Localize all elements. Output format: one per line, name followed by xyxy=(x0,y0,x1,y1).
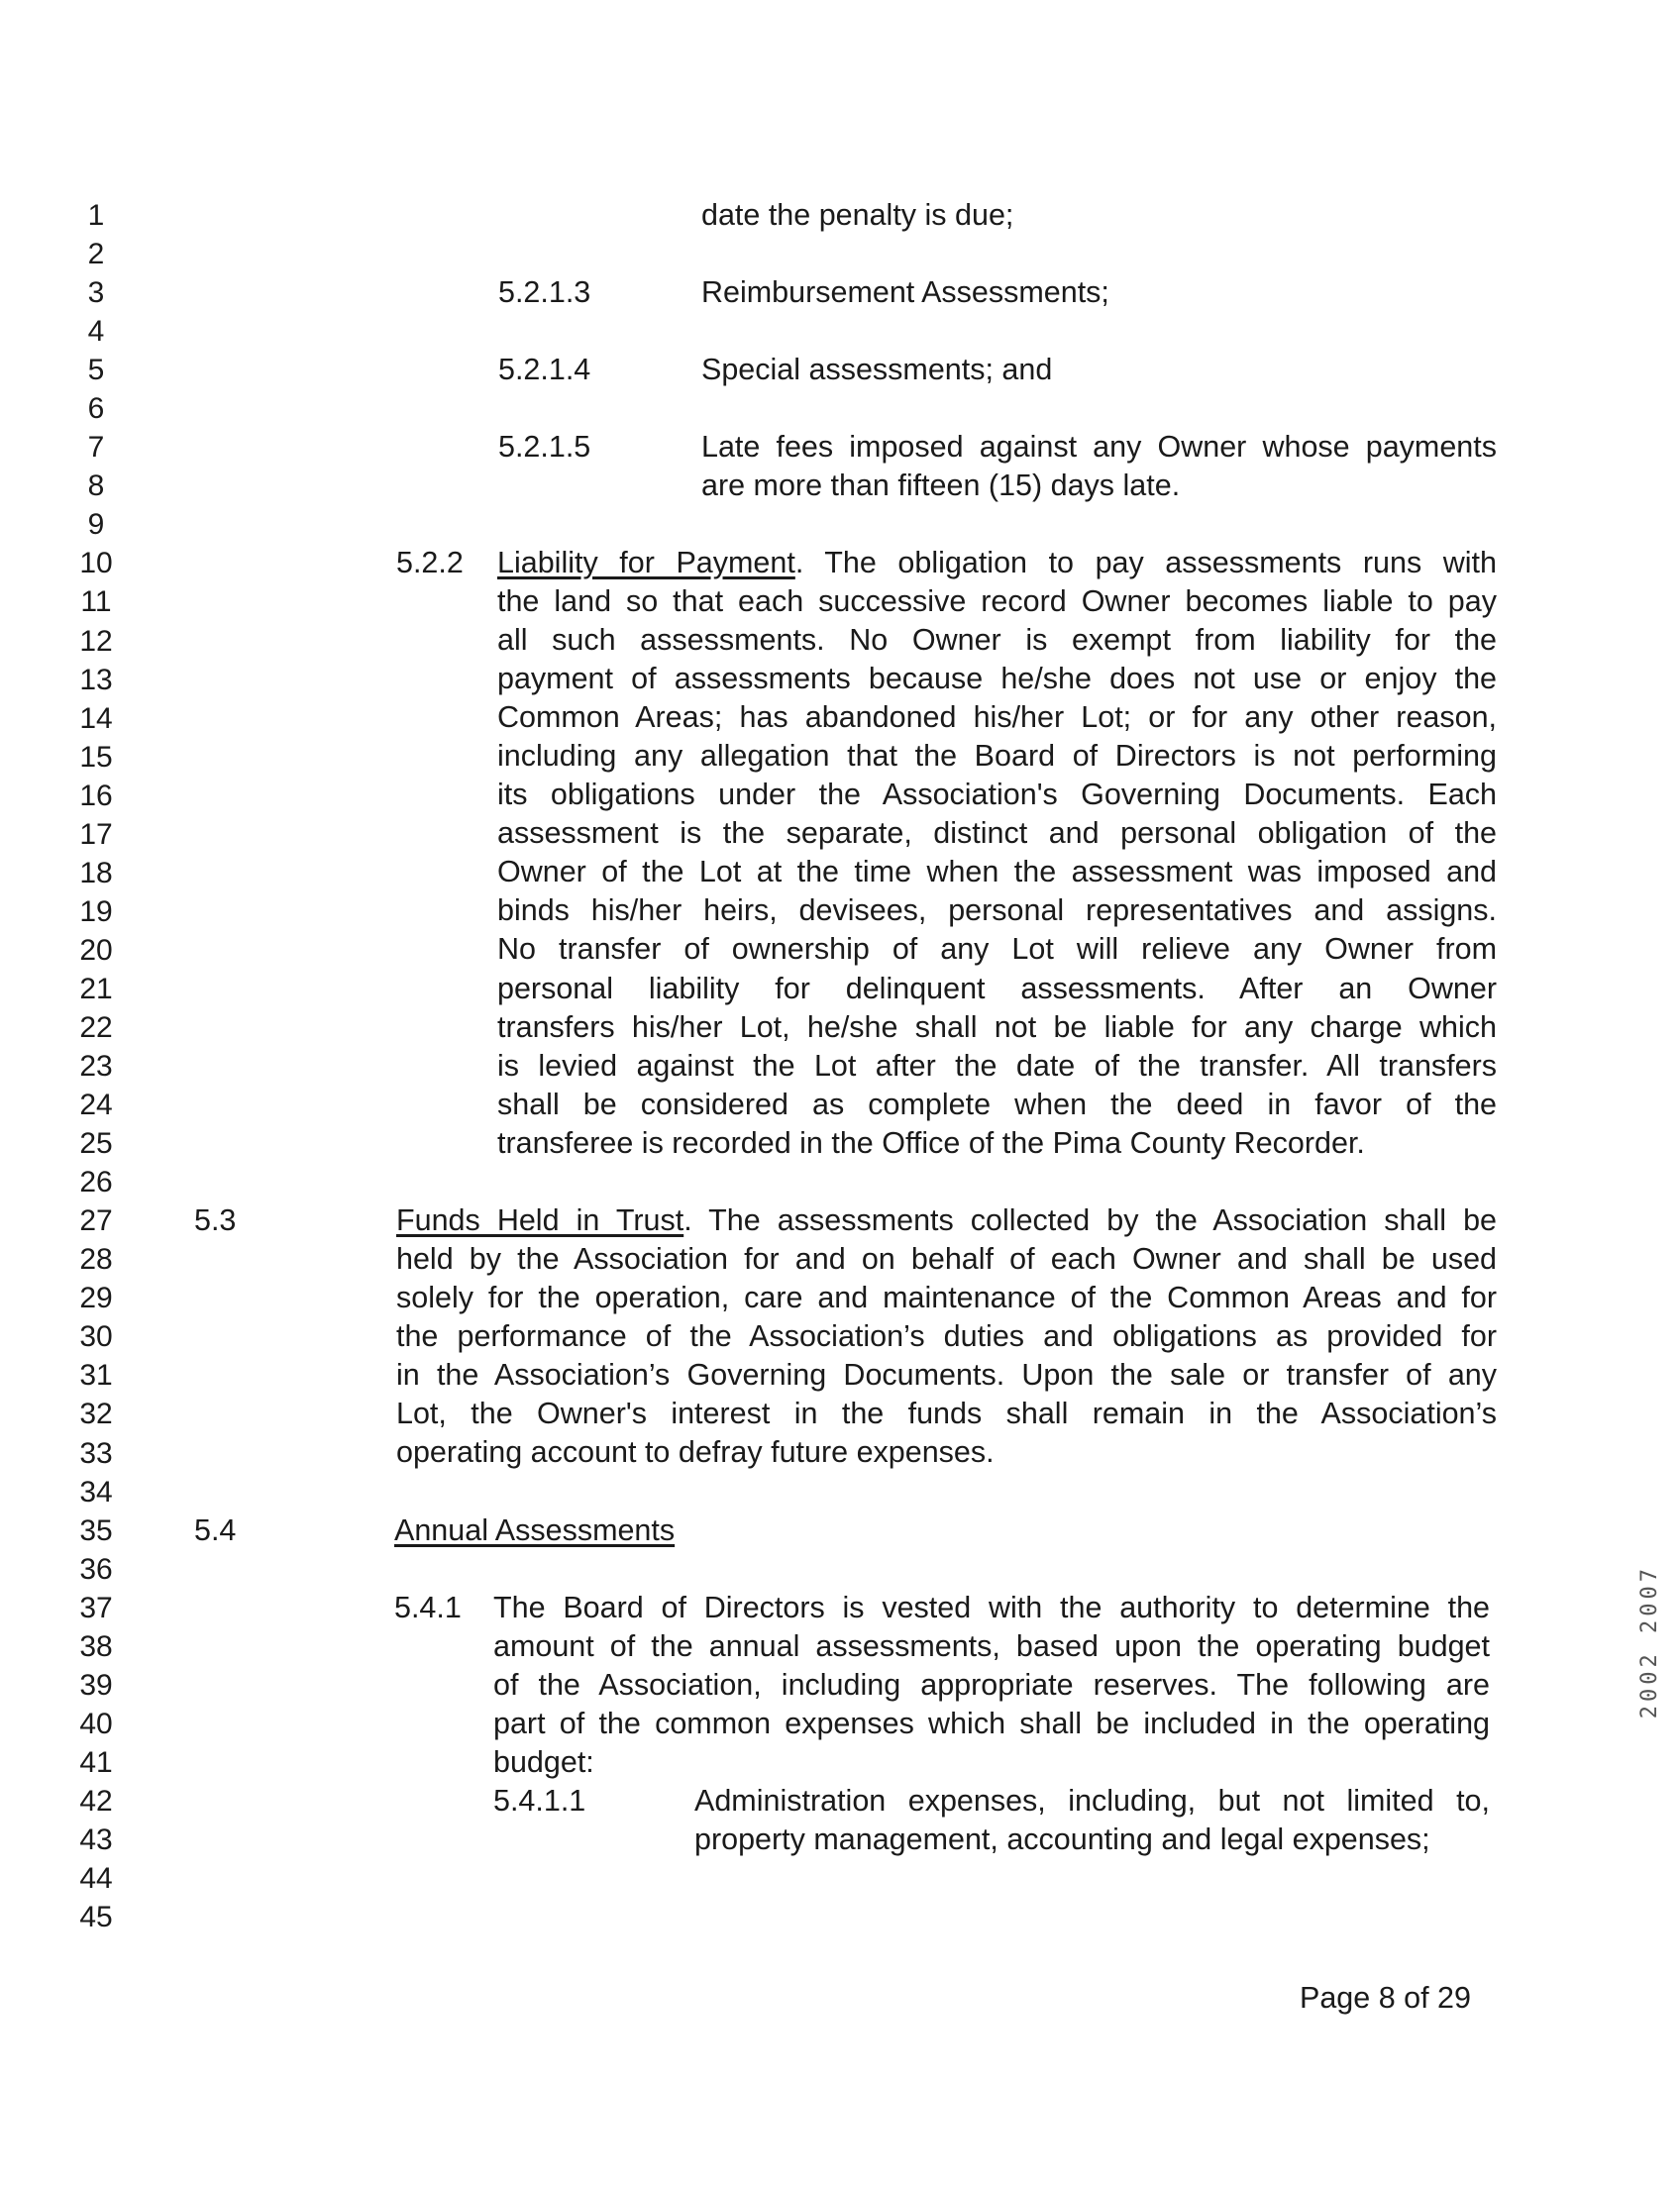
item-text-5-2-1-3: Reimbursement Assessments; xyxy=(701,275,1109,309)
section-number-5-2-2: 5.2.2 xyxy=(396,546,464,579)
text-line: Owner of the Lot at the time when the assessment was imposed and xyxy=(497,855,1497,889)
line-number: 4 xyxy=(87,315,105,349)
line-number: 27 xyxy=(79,1204,113,1238)
section-heading-5-4: Annual Assessments xyxy=(394,1513,676,1547)
text-line: all such assessments. No Owner is exempt from liability for the xyxy=(497,623,1497,658)
text-line: Administration expenses, including, but not limited to, xyxy=(694,1784,1490,1818)
line-number: 17 xyxy=(79,817,113,851)
text-line: amount of the annual assessments, based upon the operating budget xyxy=(493,1629,1490,1664)
line-number: 32 xyxy=(79,1398,113,1431)
section-body-5-3 xyxy=(396,1201,1497,1472)
line-number: 24 xyxy=(79,1089,113,1122)
line-number: 33 xyxy=(79,1436,113,1470)
line-number: 35 xyxy=(79,1513,113,1547)
line-number: 23 xyxy=(79,1050,113,1084)
text-line: No transfer of ownership of any Lot will relieve any Owner from xyxy=(497,932,1497,967)
line-number: 37 xyxy=(79,1591,113,1624)
item-number-5-4-1-1: 5.4.1.1 xyxy=(493,1784,586,1818)
line-number: 42 xyxy=(79,1784,113,1818)
text-line: shall be considered as complete when the deed in favor of the xyxy=(497,1087,1497,1121)
line-number: 25 xyxy=(79,1127,113,1161)
text-line: binds his/her heirs, devisees, personal representatives and assigns. xyxy=(497,893,1497,928)
line-number: 9 xyxy=(87,508,105,542)
text-line: Liability for Payment. The obligation to pay assessments runs with xyxy=(497,546,1497,579)
line-number: 12 xyxy=(79,624,113,658)
recorder-stamp: 2002 2007 xyxy=(1637,1565,1662,1719)
line-number: 13 xyxy=(79,663,113,696)
line-number: 40 xyxy=(79,1707,113,1740)
line-number: 10 xyxy=(79,547,113,580)
line-number: 34 xyxy=(79,1475,113,1509)
line-number: 18 xyxy=(79,856,113,889)
text-line: Funds Held in Trust. The assessments collected by the Association shall be xyxy=(396,1203,1497,1237)
item-text-5-2-1-4: Special assessments; and xyxy=(701,353,1053,386)
text-line: part of the common expenses which shall be included in the operating xyxy=(493,1707,1490,1741)
line-number: 3 xyxy=(87,276,105,310)
line-number-column xyxy=(61,196,131,1936)
item-number-5-2-1-4: 5.2.1.4 xyxy=(498,353,591,386)
line-number: 43 xyxy=(79,1822,113,1856)
text-line: held by the Association for and on behalf of each Owner and shall be used xyxy=(396,1242,1497,1277)
text-line: assessment is the separate, distinct and personal obligation of the xyxy=(497,816,1497,851)
text-line: transfers his/her Lot, he/she shall not be liable for any charge which xyxy=(497,1009,1497,1044)
line-number: 19 xyxy=(79,894,113,928)
text-line: Lot, the Owner's interest in the funds shall remain in the Association’s xyxy=(396,1397,1497,1431)
item-text-5-4-1-1 xyxy=(694,1782,1490,1859)
text-line: The Board of Directors is vested with the authority to determine the xyxy=(493,1591,1490,1624)
text-line: its obligations under the Association's Governing Documents. Each xyxy=(497,778,1497,812)
section-heading-5-3: Funds Held in Trust xyxy=(396,1203,684,1237)
text-line: the performance of the Association’s duties and obligations as provided for xyxy=(396,1319,1497,1354)
item-number-5-2-1-5: 5.2.1.5 xyxy=(498,430,591,464)
page-number: Page 8 of 29 xyxy=(1300,1981,1471,2015)
line-number: 1 xyxy=(87,199,105,232)
line-number: 11 xyxy=(80,585,112,619)
line-number: 8 xyxy=(87,469,105,503)
line-number: 44 xyxy=(79,1862,113,1896)
text-line: of the Association, including appropriate reserves. The following are xyxy=(493,1668,1490,1703)
line-number: 6 xyxy=(87,392,105,426)
line-number: 36 xyxy=(79,1552,113,1586)
section-heading-5-2-2: Liability for Payment xyxy=(497,546,795,579)
text-line: personal liability for delinquent assessments. After an Owner xyxy=(497,971,1497,1005)
section-body-5-4-1 xyxy=(493,1589,1490,1782)
line-number: 28 xyxy=(79,1243,113,1277)
line-number: 39 xyxy=(79,1668,113,1702)
line-number: 45 xyxy=(79,1901,113,1934)
line-number: 38 xyxy=(79,1629,113,1663)
line-number: 29 xyxy=(79,1282,113,1315)
text-line: operating account to defray future expenses. xyxy=(396,1435,995,1470)
text-line: in the Association’s Governing Documents. Upon the sale or transfer of any xyxy=(396,1358,1497,1393)
text-line: including any allegation that the Board of Directors is not performing xyxy=(497,739,1497,774)
line-number: 20 xyxy=(79,933,113,967)
text-line: property management, accounting and legal expenses; xyxy=(694,1822,1430,1857)
text-line: are more than fifteen (15) days late. xyxy=(701,469,1181,503)
text-line: Common Areas; has abandoned his/her Lot; or for any other reason, xyxy=(497,700,1497,735)
carryover-text: date the penalty is due; xyxy=(701,198,1014,232)
line-number: 26 xyxy=(79,1166,113,1199)
text-line: payment of assessments because he/she does not use or enjoy the xyxy=(497,662,1497,696)
item-number-5-2-1-3: 5.2.1.3 xyxy=(498,275,591,309)
line-number: 15 xyxy=(79,740,113,774)
section-number-5-4-1: 5.4.1 xyxy=(394,1591,462,1624)
section-number-5-3: 5.3 xyxy=(194,1203,237,1237)
line-number: 22 xyxy=(79,1010,113,1044)
line-number: 41 xyxy=(79,1745,113,1779)
line-number: 5 xyxy=(87,354,105,387)
text-line: budget: xyxy=(493,1745,594,1780)
item-text-5-2-1-5 xyxy=(701,428,1497,505)
text-line: solely for the operation, care and maintenance of the Common Areas and for xyxy=(396,1281,1497,1315)
line-number: 14 xyxy=(79,701,113,735)
text-line: transferee is recorded in the Office of the Pima County Recorder. xyxy=(497,1125,1365,1160)
section-number-5-4: 5.4 xyxy=(194,1513,237,1547)
text-line: is levied against the Lot after the date of the transfer. All transfers xyxy=(497,1048,1497,1083)
text-line: the land so that each successive record Owner becomes liable to pay xyxy=(497,584,1497,619)
text-line: Late fees imposed against any Owner whose payments xyxy=(701,430,1497,464)
line-number: 16 xyxy=(79,779,113,812)
line-number: 21 xyxy=(79,972,113,1005)
line-number: 7 xyxy=(87,431,105,465)
line-number: 30 xyxy=(79,1320,113,1354)
line-number: 2 xyxy=(87,238,105,271)
line-number: 31 xyxy=(79,1359,113,1393)
section-body-5-2-2 xyxy=(497,544,1497,1163)
